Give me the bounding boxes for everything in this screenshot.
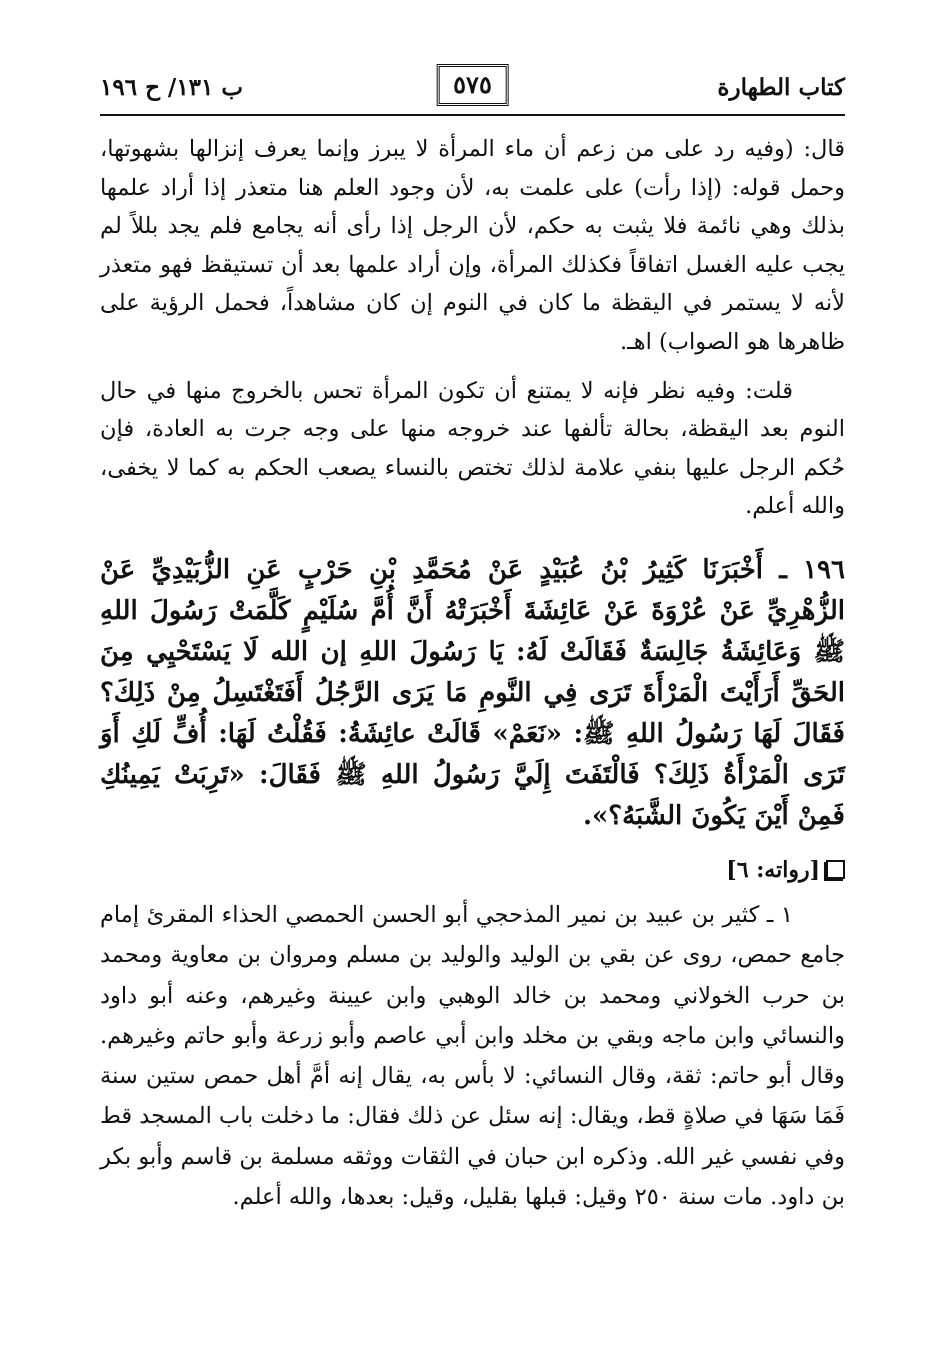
header-rule: [100, 114, 845, 116]
narrators-heading: [100, 857, 845, 883]
running-header: [100, 62, 845, 112]
commentary-paragraph-1: قال: (وفيه رد على من زعم أن ماء المرأة لا يبرز وإنما يعرف إنزالها بشهوتها، وحمل قوله: (إذا رأت) على علمت به، لأن وجود العلم هنا متعذر إذا أراد علمها بذلك وهي نائمة فلا يثبت به حكم، لأن الرجل إذا رأى أنه يجامع فلم يجد بللاً لم يجب عليه الغسل اتفاقاً فكذلك المرأة، وإن أراد علمها بعد أن تستيقظ فهو متعذر لأنه لا يستمر في اليقظة ما كان في النوم إن كان مشاهداً، فحمل الرؤية على ظاهرها هو الصواب) اهـ.: [100, 136, 845, 355]
chapter-reference: ب ١٣١/ ح ١٩٦: [100, 73, 244, 101]
narrator-bio: [100, 895, 845, 1217]
narrator-bio-text: ١ ـ كثير بن عبيد بن نمير المذحجي أبو الحسن الحمصي الحذاء المقرئ إمام جامع حمص، روى عن بقي بن الوليد والوليد بن مسلم ومروان بن معاوية ومحمد بن حرب الخولاني ومحمد بن خالد الوهبي وابن عيينة وغيرهم، وعنه أبو داود والنسائي وابن ماجه وبقي بن مخلد وابن أبي عاصم وأبو زرعة وأبو حاتم وغيرهم. وقال أبو حاتم: ثقة، وقال النسائي: لا بأس به، يقال إنه أمَّ أهل حمص ستين سنة فَمَا سَهَا في صلاةٍ قط، ويقال: إنه سئل عن ذلك فقال: ما دخلت باب المسجد قط وفي نفسي غير الله. وذكره ابن حبان في الثقات ووثقه مسلمة بن قاسم وأبو بكر بن داود. مات سنة ٢٥٠ وقيل: قبلها بقليل، وقيل: بعدها، والله أعلم.: [100, 901, 845, 1211]
page-number: ٥٧٥: [436, 64, 509, 106]
commentary-paragraph-2: [100, 372, 845, 526]
hadith-block: [100, 550, 845, 837]
hadith-number: ١٩٦: [803, 554, 845, 585]
book-title: كتاب الطهارة: [717, 73, 845, 101]
square-box-icon: [826, 860, 845, 879]
commentary-paragraph-2-text: قلت: وفيه نظر فإنه لا يمتنع أن تكون المرأة تحس بالخروج منها في حال النوم بعد اليقظة، بحالة تألفها عند خروجه منها على وجه جرت به العادة، فإن حُكم الرجل عليها بنفي علامة لذلك تختص بالنساء يصعب الحكم به كما لا يخفى، والله أعلم.: [100, 377, 845, 520]
narrators-heading-text: [رواته: ٦]: [726, 856, 820, 883]
hadith-text: ـ أَخْبَرَنَا كَثِيرُ بْنُ عُبَيْدٍ عَنْ مُحَمَّدِ بْنِ حَرْبٍ عَنِ الزُّبَيْدِيِّ عَنْ الزُّهْرِيِّ عَنْ عُرْوَةَ عَنْ عَائِشَةَ أَخْبَرَتْهُ أَنَّ أُمَّ سُلَيْمٍ كَلَّمَتْ رَسُولَ اللهِ ﷺ وَعَائِشَةُ جَالِسَةٌ فَقَالَتْ لَهُ: يَا رَسُولَ اللهِ إن الله لَا يَسْتَحْيِي مِنَ الحَقِّ أَرَأَيْتَ الْمَرْأَةَ تَرَى فِي النَّومِ مَا يَرَى الرَّجُلُ أَفَتَغْتَسِلُ مِنْ ذَلِكَ؟ فَقَالَ لَهَا رَسُولُ اللهِ ﷺ: «نَعَمْ» قَالَتْ عائِشَةُ: فَقُلْتُ لَهَا: أُفٍّ لَكِ أَوَ تَرَى الْمَرْأَةُ ذَلِكَ؟ فَالْتَفَتَ إِلَيَّ رَسُولُ اللهِ ﷺ فَقَالَ: «تَرِبَتْ يَمِينُكِ فَمِنْ أَيْنَ يَكُونَ الشَّبَهُ؟».: [100, 554, 845, 831]
